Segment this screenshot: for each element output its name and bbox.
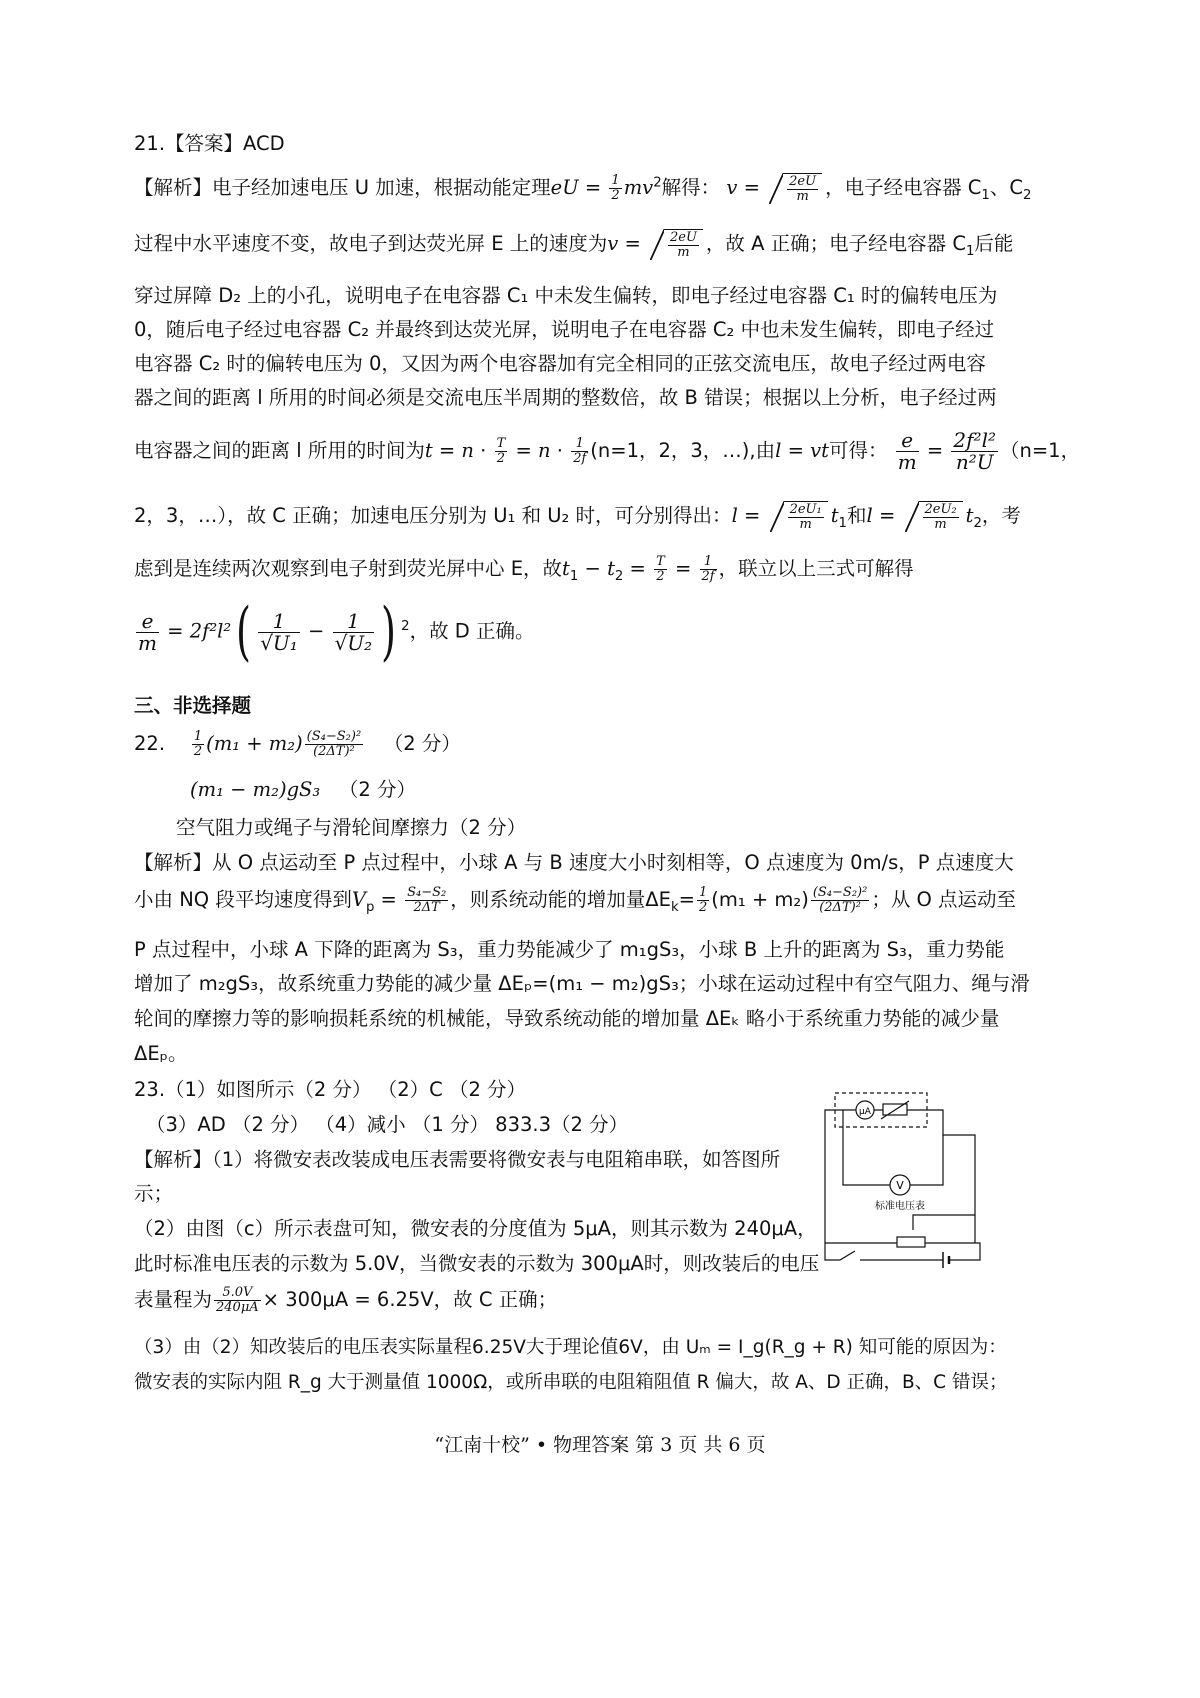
q23-answer1: 23.（1）如图所示（2 分） （2）C （2 分） bbox=[134, 1078, 527, 1101]
q22-answer3: 空气阻力或绳子与滑轮间摩擦力（2 分） bbox=[176, 816, 527, 839]
standard-voltmeter-label: 标准电压表 bbox=[875, 1201, 925, 1212]
left-wire bbox=[825, 1110, 856, 1243]
q21-line7: 电容器之间的距离 l 所用的时间为t = n · $\frac{T}{2}$ = n · $\frac{1}{2f}$ (n=1，2，3，…),由l = vt可得： $\frac{e}{m}$ = $\frac{\text{2f²l²}}{\text{n²U}}$ （n=1， bbox=[134, 428, 1081, 474]
q22-exp5: 轮间的摩擦力等的影响损耗系统的机械能，导致系统动能的增加量 ΔEₖ 略小于系统重力势能的减少量 bbox=[134, 1007, 1000, 1030]
q23-exp7: 微安表的实际内阻 R_g 大于测量值 1000Ω，或所串联的电阻箱阻值 R 偏大，故 A、D 正确，B、C 错误； bbox=[134, 1372, 1008, 1393]
q21-line4: 0，随后电子经过电容器 C₂ 并最终到达荧光屏，说明电子在电容器 C₂ 中也未发生偏转，即电子经过 bbox=[134, 318, 995, 341]
section-heading: 三、非选择题 bbox=[134, 694, 252, 717]
q23-exp5: 表量程为 $\frac{5.0V}{240\mu A}$ × 300μA = 6.25V，故 C 正确； bbox=[134, 1285, 558, 1315]
q21-line2: 过程中水平速度不变，故电子到达荧光屏 E 上的速度为v = $\frac{2eU}{m}$ ，故 A 正确；电子经电容器 $C_1$后能 bbox=[134, 230, 1014, 260]
q23-exp6: （3）由（2）知改装后的电压表实际量程6.25V大于理论值6V，由 Uₘ = I_g(R_g + R) 知可能的原因为： bbox=[134, 1337, 1007, 1358]
voltmeter-wire bbox=[843, 1110, 943, 1185]
right-wire bbox=[874, 1110, 975, 1230]
q23-exp1: 【解析】（1）将微安表改装成电压表需要将微安表与电阻箱串联，如答图所 bbox=[134, 1148, 781, 1171]
q21-line3: 穿过屏障 D₂ 上的小孔，说明电子在电容器 C₁ 中未发生偏转，即电子经过电容器 C₁ 时的偏转电压为 bbox=[134, 284, 998, 307]
q21-title: 21.【答案】ACD bbox=[134, 132, 285, 155]
circuit-diagram bbox=[815, 1085, 985, 1270]
q22-answer2: (m₁ − m₂)gS₃ （2 分） bbox=[190, 778, 416, 801]
q21-line9: 虑到是连续两次观察到电子射到荧光屏中心 E，故$t_1 - t_2$ = $\frac{T}{2}$ = $\frac{1}{2f}$ ，联立以上三式可解得 bbox=[134, 554, 914, 584]
q23-exp2: 示； bbox=[134, 1182, 174, 1205]
q21-line6: 器之间的距离 l 所用的时间必须是交流电压半周期的整数倍，故 B 错误；根据以上分析，电子经过两 bbox=[134, 386, 997, 409]
q21-line8: 2，3，…），故 C 正确；加速电压分别为 U₁ 和 U₂ 时，可分别得出：l = $\frac{\text{2eU₁}}{m}$ $t_1$和l = $\frac{\text{2eU₂}}{m}$ $t_2$，考 bbox=[134, 502, 1021, 532]
q22-exp2: 小由 NQ 段平均速度得到$V_p$ = $\frac{\text{S₄−S₂}}{2\Delta T}$ ，则系统动能的增加量$\Delta E_k=$ $\frac{1}{2}$ (m₁ + m₂) $\frac{\text{(S₄−S₂)²}}{\text{(2ΔT)²}}$ ；从 O 点运动至 bbox=[134, 885, 1017, 915]
q22-exp4: 增加了 m₂gS₃，故系统重力势能的减少量 ΔEₚ=(m₁ − m₂)gS₃；小球在运动过程中有空气阻力、绳与滑 bbox=[134, 972, 1030, 995]
q21-line10: $\frac{e}{m}$ = 2f²l²( $\frac{1}{\text{√U₁}}$ − $\frac{1}{\text{√U₂}}$ ) $^2$，故 D 正确。 bbox=[138, 595, 535, 669]
q23-answer2: （3）AD （2 分） （4）减小 （1 分） 833.3（2 分） bbox=[146, 1113, 629, 1136]
voltmeter-letter: V bbox=[896, 1179, 904, 1192]
battery-wire bbox=[949, 1243, 980, 1260]
q23-exp3: （2）由图（c）所示表盘可知，微安表的分度值为 5μA，则其示数为 240μA， bbox=[134, 1217, 817, 1240]
q21-line5: 电容器 C₂ 时的偏转电压为 0，又因为两个电容器加有完全相同的正弦交流电压，故电子经过两电容 bbox=[134, 352, 986, 375]
page-footer: “江南十校” • 物理答案 第 3 页 共 6 页 bbox=[434, 1434, 766, 1456]
q22-answer1: 22. $\frac{1}{2}$ (m₁ + m₂) $\frac{\text{(S₄−S₂)²}}{\text{(2ΔT)²}}$ （2 分） bbox=[134, 729, 461, 759]
q22-exp3: P 点过程中，小球 A 下降的距离为 S₃，重力势能减少了 m₁gS₃，小球 B 上升的距离为 S₃，重力势能 bbox=[134, 938, 1005, 961]
q22-exp1: 【解析】从 O 点运动至 P 点过程中，小球 A 与 B 速度大小时刻相等，O 点速度为 0m/s，P 点速度大 bbox=[134, 851, 1014, 874]
q23-exp4: 此时标准电压表的示数为 5.0V，当微安表的示数为 300μA时，则改装后的电压 bbox=[134, 1252, 820, 1275]
rheostat-symbol bbox=[897, 1237, 925, 1247]
q21-line1: 【解析】电子经加速电压 U 加速，根据动能定理eU = $\frac{1}{2}$ $mv^2$解得： v = $\frac{2eU}{m}$ ，电子经电容器 $C_1$、$C_2$ bbox=[134, 173, 1032, 204]
microammeter-label: μA bbox=[859, 1107, 871, 1117]
q22-exp6: ΔEₚ。 bbox=[134, 1042, 188, 1065]
